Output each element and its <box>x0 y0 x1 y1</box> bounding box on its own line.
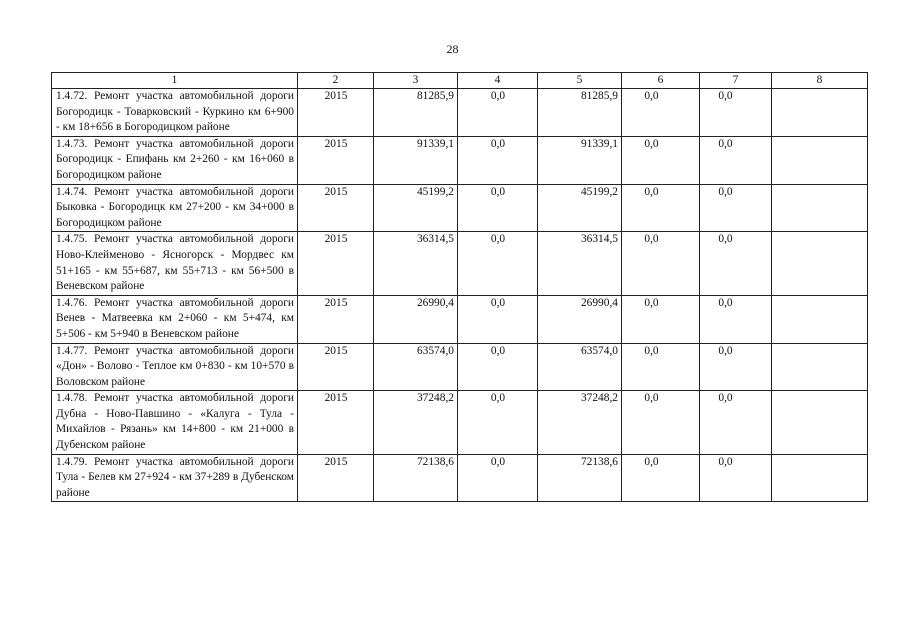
road-repair-name: 1.4.76. Ремонт участка автомобильной дороги Венев - Матвеевка км 2+060 - км 5+474, км 5+506 - км 5+940 в Веневском районе <box>52 295 298 343</box>
notes-cell <box>772 184 868 232</box>
table-row <box>52 232 868 295</box>
column-header: 4 <box>458 73 538 89</box>
road-repair-name: 1.4.79. Ремонт участка автомобильной дороги Тула - Белев км 27+924 - км 37+289 в Дубенском районе <box>52 454 298 502</box>
notes-cell <box>772 343 868 391</box>
road-repair-name: 1.4.75. Ремонт участка автомобильной дороги Ново-Клейменово - Ясногорск - Мордвес км 51+165 - км 55+687, км 55+713 - км 56+500 в Веневском районе <box>52 232 298 295</box>
road-repair-name: 1.4.77. Ремонт участка автомобильной дороги «Дон» - Волово - Теплое км 0+830 - км 10+570 в Воловском районе <box>52 343 298 391</box>
year-cell: 2015 <box>298 184 374 232</box>
amount-col6-cell: 0,0 <box>622 136 700 184</box>
year-cell: 2015 <box>298 232 374 295</box>
year-cell: 2015 <box>298 391 374 454</box>
amount-col6-cell: 0,0 <box>622 454 700 502</box>
amount-col7-cell: 0,0 <box>700 295 772 343</box>
column-header: 7 <box>700 73 772 89</box>
table-row <box>52 184 868 232</box>
amount-total-cell: 91339,1 <box>374 136 458 184</box>
header-row <box>52 73 868 89</box>
notes-cell <box>772 295 868 343</box>
table-row <box>52 136 868 184</box>
column-header: 1 <box>52 73 298 89</box>
amount-total-cell: 26990,4 <box>374 295 458 343</box>
road-repair-name: 1.4.72. Ремонт участка автомобильной дороги Богородицк - Товарковский - Куркино км 6+900 - км 18+656 в Богородицком районе <box>52 89 298 137</box>
table-row <box>52 391 868 454</box>
year-cell: 2015 <box>298 136 374 184</box>
year-cell: 2015 <box>298 343 374 391</box>
road-repair-name: 1.4.73. Ремонт участка автомобильной дороги Богородицк - Епифань км 2+260 - км 16+060 в Богородицком районе <box>52 136 298 184</box>
amount-col4-cell: 0,0 <box>458 454 538 502</box>
amount-total-cell: 63574,0 <box>374 343 458 391</box>
table-row <box>52 343 868 391</box>
amount-col5-cell: 63574,0 <box>538 343 622 391</box>
amount-col6-cell: 0,0 <box>622 391 700 454</box>
amount-col5-cell: 36314,5 <box>538 232 622 295</box>
amount-col7-cell: 0,0 <box>700 184 772 232</box>
amount-col5-cell: 91339,1 <box>538 136 622 184</box>
column-header: 2 <box>298 73 374 89</box>
notes-cell <box>772 232 868 295</box>
amount-total-cell: 81285,9 <box>374 89 458 137</box>
amount-col6-cell: 0,0 <box>622 89 700 137</box>
amount-col5-cell: 26990,4 <box>538 295 622 343</box>
amount-total-cell: 37248,2 <box>374 391 458 454</box>
column-header: 3 <box>374 73 458 89</box>
amount-col4-cell: 0,0 <box>458 184 538 232</box>
amount-col7-cell: 0,0 <box>700 391 772 454</box>
year-cell: 2015 <box>298 89 374 137</box>
amount-col6-cell: 0,0 <box>622 184 700 232</box>
amount-col6-cell: 0,0 <box>622 232 700 295</box>
notes-cell <box>772 136 868 184</box>
year-cell: 2015 <box>298 295 374 343</box>
amount-total-cell: 45199,2 <box>374 184 458 232</box>
amount-col6-cell: 0,0 <box>622 343 700 391</box>
column-header: 6 <box>622 73 700 89</box>
amount-col7-cell: 0,0 <box>700 89 772 137</box>
column-header: 8 <box>772 73 868 89</box>
amount-col7-cell: 0,0 <box>700 136 772 184</box>
amount-col5-cell: 37248,2 <box>538 391 622 454</box>
column-header: 5 <box>538 73 622 89</box>
year-cell: 2015 <box>298 454 374 502</box>
table-row <box>52 295 868 343</box>
amount-col6-cell: 0,0 <box>622 295 700 343</box>
amount-total-cell: 72138,6 <box>374 454 458 502</box>
notes-cell <box>772 391 868 454</box>
amount-col4-cell: 0,0 <box>458 343 538 391</box>
amount-col5-cell: 81285,9 <box>538 89 622 137</box>
amount-col5-cell: 72138,6 <box>538 454 622 502</box>
notes-cell <box>772 454 868 502</box>
amount-col4-cell: 0,0 <box>458 232 538 295</box>
table-row <box>52 89 868 137</box>
amount-total-cell: 36314,5 <box>374 232 458 295</box>
amount-col7-cell: 0,0 <box>700 343 772 391</box>
amount-col4-cell: 0,0 <box>458 391 538 454</box>
amount-col5-cell: 45199,2 <box>538 184 622 232</box>
amount-col4-cell: 0,0 <box>458 136 538 184</box>
road-repair-name: 1.4.74. Ремонт участка автомобильной дороги Быковка - Богородицк км 27+200 - км 34+000 в Богородицком районе <box>52 184 298 232</box>
notes-cell <box>772 89 868 137</box>
road-repair-name: 1.4.78. Ремонт участка автомобильной дороги Дубна - Ново-Павшино - «Калуга - Тула - Михайлов - Рязань» км 14+800 - км 21+000 в Дубенском районе <box>52 391 298 454</box>
amount-col4-cell: 0,0 <box>458 295 538 343</box>
page-number: 28 <box>446 42 459 56</box>
table-row <box>52 454 868 502</box>
budget-table <box>51 72 868 502</box>
amount-col7-cell: 0,0 <box>700 454 772 502</box>
amount-col4-cell: 0,0 <box>458 89 538 137</box>
amount-col7-cell: 0,0 <box>700 232 772 295</box>
